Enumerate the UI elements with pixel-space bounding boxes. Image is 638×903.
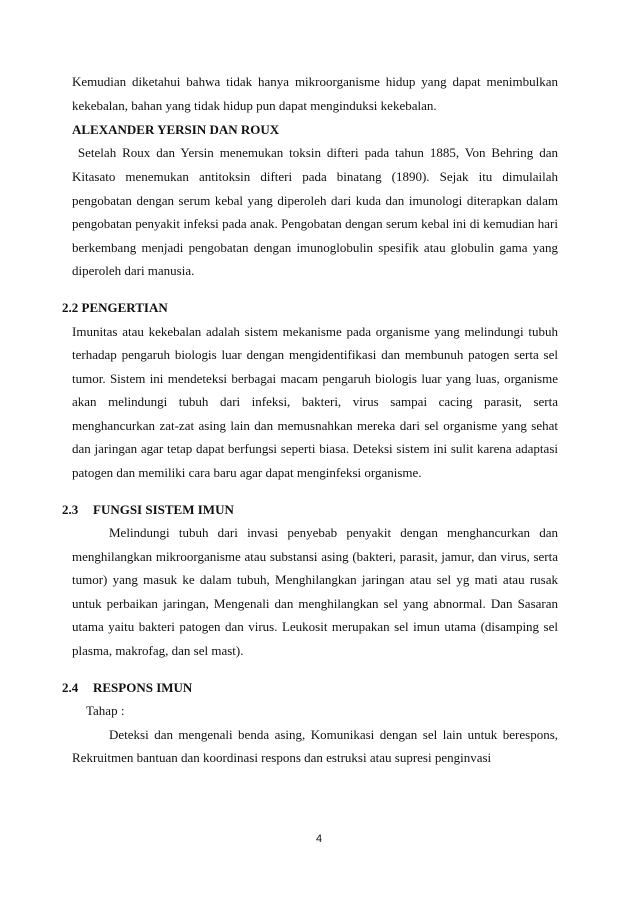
paragraph-line: Setelah Roux dan Yersin menemukan toksin difteri pada tahun 1885, Von Behring dan (72, 145, 558, 160)
section-number-2-3: 2.3 (62, 502, 79, 517)
paragraph-line: pengobatan dengan serum kebal yang diperoleh dari kuda dan imunologi diterapkan dalam (72, 193, 558, 208)
section-title-2-3: FUNGSI SISTEM IMUN (93, 502, 234, 517)
paragraph-line: Kitasato menemukan antitoksin difteri pada binatang (1890). Sejak itu dimulailah (72, 169, 558, 184)
section-number-2-4: 2.4 (62, 680, 79, 695)
paragraph-line: Melindungi tubuh dari invasi penyebab penyakit dengan menghancurkan dan (109, 525, 558, 540)
paragraph-line: patogen dan memiliki cara baru agar dapat menginfeksi organisme. (72, 465, 422, 480)
paragraph-line: menghilangkan mikroorganisme atau substansi asing (bakteri, parasit, jamur, dan virus, serta (72, 549, 558, 564)
paragraph-line: utama yaitu bakteri patogen dan virus. Leukosit merupakan sel imun utama (disamping sel (72, 619, 558, 634)
paragraph-line: diperoleh dari manusia. (72, 263, 195, 278)
paragraph-line: Deteksi dan mengenali benda asing, Komunikasi dengan sel lain untuk berespons, (109, 727, 558, 742)
paragraph-line: dan jaringan agar tetap dapat berfungsi seperti biasa. Deteksi sistem ini sulit karena adaptasi (72, 441, 558, 456)
tahap-label: Tahap : (86, 703, 125, 718)
paragraph-line: terhadap pengaruh biologis luar dengan mengidentifikasi dan membunuh patogen serta sel (72, 347, 558, 362)
section-heading: ALEXANDER YERSIN DAN ROUX (72, 122, 280, 137)
paragraph-line: plasma, makrofag, dan sel mast). (72, 643, 244, 658)
paragraph-line: tumor. Sistem ini mendeteksi berbagai macam pengaruh biologis luar yang luas, organisme (72, 371, 558, 386)
page-number: 4 (315, 833, 323, 845)
section-heading-2-2: 2.2 PENGERTIAN (62, 300, 168, 315)
paragraph-line: pengobatan penyakit infeksi pada anak. Pengobatan dengan serum kebal ini di kemudian hari (72, 216, 558, 231)
paragraph-line: berkembang menjadi pengobatan dengan imunoglobulin spesifik atau globulin gama yang (72, 240, 558, 255)
paragraph-line: Rekruitmen bantuan dan koordinasi respons dan estruksi atau supresi penginvasi (72, 750, 492, 765)
paragraph-line: untuk perbaikan jaringan, Mengenali dan menghilangkan sel yang abnormal. Dan Sasaran (72, 596, 558, 611)
paragraph-line: kekebalan, bahan yang tidak hidup pun dapat menginduksi kekebalan. (72, 98, 437, 113)
paragraph-line: tumor) yang masuk ke dalam tubuh, Menghilangkan jaringan atau sel yg mati atau rusak (72, 572, 558, 587)
paragraph-line: akan melindungi tubuh dari infeksi, bakteri, virus sampai cacing parasit, serta (72, 394, 558, 409)
paragraph-line: Kemudian diketahui bahwa tidak hanya mikroorganisme hidup yang dapat menimbulkan (72, 74, 558, 89)
section-title-2-4: RESPONS IMUN (93, 680, 193, 695)
paragraph-line: menghancurkan zat-zat asing lain dan memusnahkan mereka dari sel organisme yang sehat (72, 418, 558, 433)
paragraph-line: Imunitas atau kekebalan adalah sistem mekanisme pada organisme yang melindungi tubuh (72, 324, 558, 339)
